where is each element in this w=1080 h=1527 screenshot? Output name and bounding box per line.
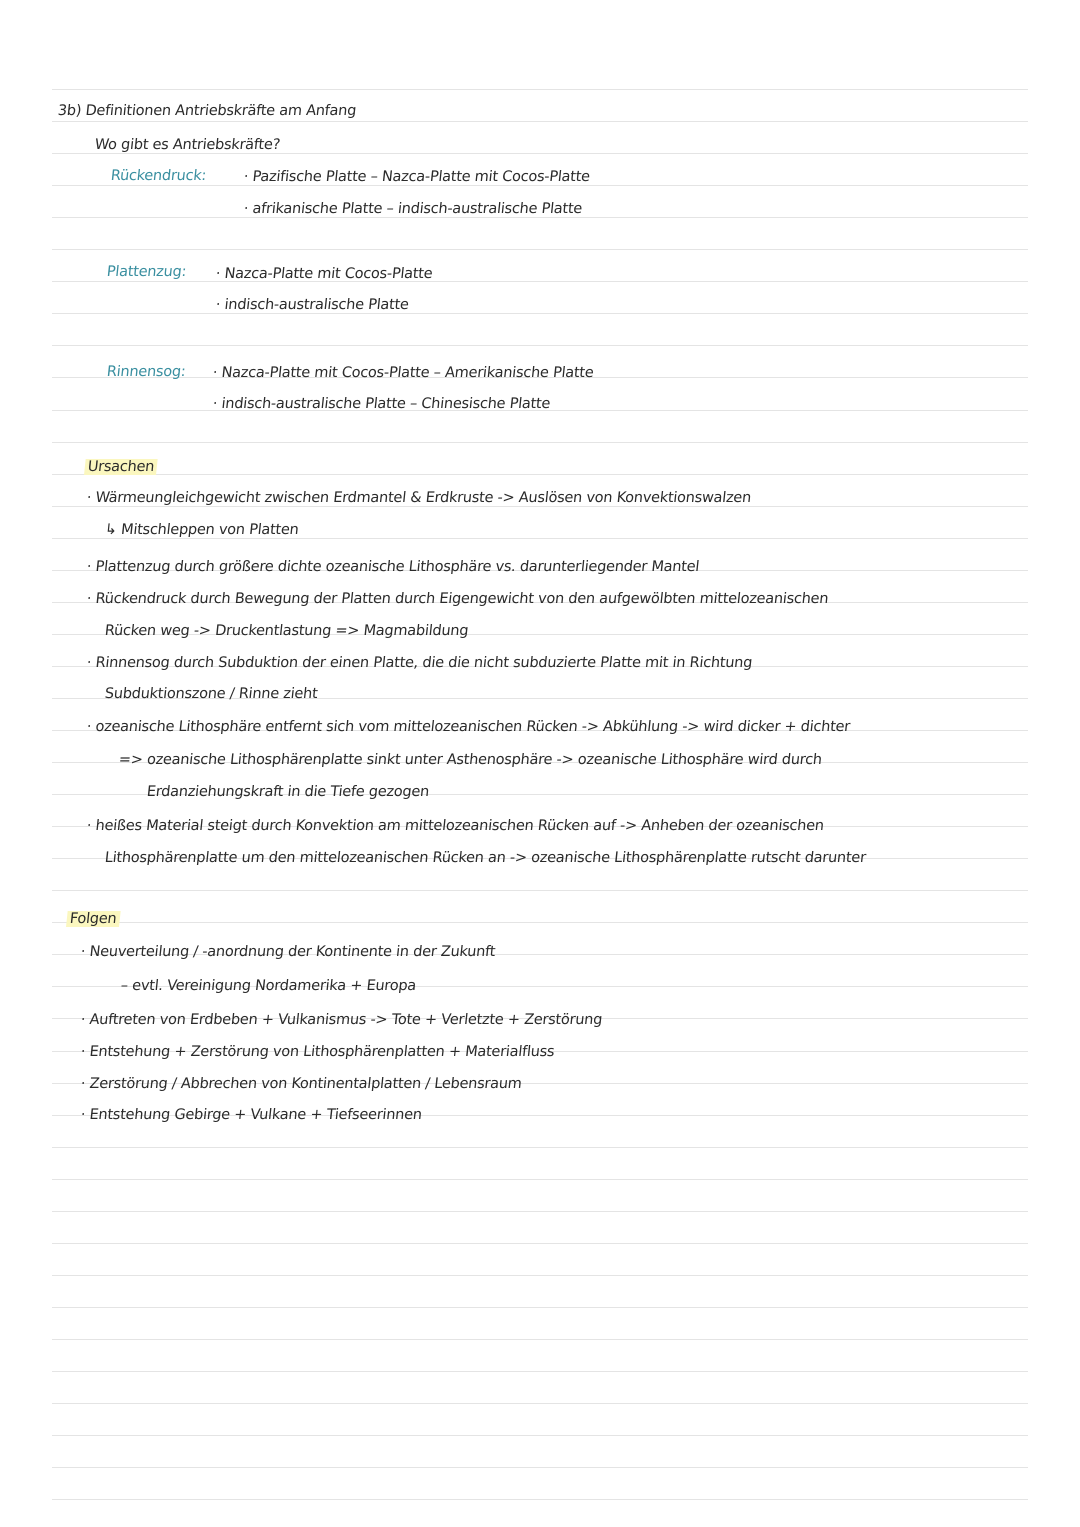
rinnensog-item-2: · indisch-australische Platte – Chinesische Platte bbox=[212, 396, 551, 412]
ruled-line bbox=[52, 1499, 1028, 1500]
folgen-line-5: · Zerstörung / Abbrechen von Kontinentalplatten / Lebensraum bbox=[80, 1076, 523, 1092]
plattenzug-item-1: · Nazca-Platte mit Cocos-Platte bbox=[215, 266, 434, 282]
ruled-line bbox=[52, 890, 1028, 891]
ursachen-line-5: Rücken weg -> Druckentlastung => Magmabildung bbox=[104, 623, 470, 639]
ruled-line bbox=[52, 1275, 1028, 1276]
ruled-line bbox=[52, 1147, 1028, 1148]
ruled-line bbox=[52, 922, 1028, 923]
ruled-line bbox=[52, 538, 1028, 539]
plattenzug-item-2: · indisch-australische Platte bbox=[215, 297, 410, 313]
folgen-line-2: – evtl. Vereinigung Nordamerika + Europa bbox=[120, 978, 417, 994]
ursachen-line-9: => ozeanische Lithosphärenplatte sinkt unter Asthenosphäre -> ozeanische Lithosphäre wird durch bbox=[118, 752, 823, 768]
ruled-line bbox=[52, 249, 1028, 250]
ruled-line bbox=[52, 281, 1028, 282]
ruled-line bbox=[52, 1435, 1028, 1436]
ursachen-line-11: · heißes Material steigt durch Konvektion am mittelozeanischen Rücken auf -> Anheben der ozeanischen bbox=[86, 818, 825, 834]
ruled-line bbox=[52, 1307, 1028, 1308]
ruled-line bbox=[52, 121, 1028, 122]
ursachen-line-7: Subduktionszone / Rinne zieht bbox=[104, 686, 319, 702]
label-rinnensog: Rinnensog: bbox=[106, 364, 187, 380]
ruled-line bbox=[52, 506, 1028, 507]
ruled-line bbox=[52, 1339, 1028, 1340]
folgen-line-6: · Entstehung Gebirge + Vulkane + Tiefseerinnen bbox=[80, 1107, 423, 1123]
rinnensog-item-1: · Nazca-Platte mit Cocos-Platte – Amerikanische Platte bbox=[212, 365, 595, 381]
ruled-line bbox=[52, 474, 1028, 475]
ruled-line bbox=[52, 1243, 1028, 1244]
ruled-line bbox=[52, 89, 1028, 90]
ursachen-line-6: · Rinnensog durch Subduktion der einen Platte, die die nicht subduzierte Platte mit in Richtung bbox=[86, 655, 753, 671]
heading-ursachen: Ursachen bbox=[84, 459, 158, 475]
ursachen-line-10: Erdanziehungskraft in die Tiefe gezogen bbox=[146, 784, 430, 800]
folgen-line-1: · Neuverteilung / -anordnung der Kontinente in der Zukunft bbox=[80, 944, 496, 960]
ruled-line bbox=[52, 1211, 1028, 1212]
folgen-line-3: · Auftreten von Erdbeben + Vulkanismus -> Tote + Verletzte + Zerstörung bbox=[80, 1012, 603, 1028]
ursachen-line-12: Lithosphärenplatte um den mittelozeanischen Rücken an -> ozeanische Lithosphärenplatte rutscht darunter bbox=[104, 850, 867, 866]
ruled-line bbox=[52, 442, 1028, 443]
ruled-line bbox=[52, 1371, 1028, 1372]
ursachen-line-2: ↳ Mitschleppen von Platten bbox=[104, 522, 300, 538]
ursachen-line-4: · Rückendruck durch Bewegung der Platten durch Eigengewicht von den aufgewölbten mittelozeanischen bbox=[86, 591, 830, 607]
label-rueckendruck: Rückendruck: bbox=[110, 168, 207, 184]
rueckendruck-item-1: · Pazifische Platte – Nazca-Platte mit Cocos-Platte bbox=[243, 169, 591, 185]
question-antriebskraefte: Wo gibt es Antriebskräfte? bbox=[94, 137, 281, 153]
ruled-line bbox=[52, 1467, 1028, 1468]
ursachen-line-8: · ozeanische Lithosphäre entfernt sich vom mittelozeanischen Rücken -> Abkühlung -> wird dicker + dichter bbox=[86, 719, 851, 735]
heading-folgen: Folgen bbox=[66, 911, 120, 927]
label-plattenzug: Plattenzug: bbox=[106, 264, 187, 280]
ursachen-line-3: · Plattenzug durch größere dichte ozeanische Lithosphäre vs. darunterliegender Mantel bbox=[86, 559, 700, 575]
ursachen-line-1: · Wärmeungleichgewicht zwischen Erdmantel & Erdkruste -> Auslösen von Konvektionswalzen bbox=[86, 490, 752, 506]
ruled-line bbox=[52, 313, 1028, 314]
ruled-line bbox=[52, 1403, 1028, 1404]
ruled-line bbox=[52, 185, 1028, 186]
folgen-line-4: · Entstehung + Zerstörung von Lithosphärenplatten + Materialfluss bbox=[80, 1044, 556, 1060]
section-heading-definitions: 3b) Definitionen Antriebskräfte am Anfang bbox=[57, 103, 357, 119]
ruled-line bbox=[52, 345, 1028, 346]
ruled-line bbox=[52, 153, 1028, 154]
rueckendruck-item-2: · afrikanische Platte – indisch-australische Platte bbox=[243, 201, 583, 217]
ruled-line bbox=[52, 217, 1028, 218]
ruled-line bbox=[52, 1179, 1028, 1180]
